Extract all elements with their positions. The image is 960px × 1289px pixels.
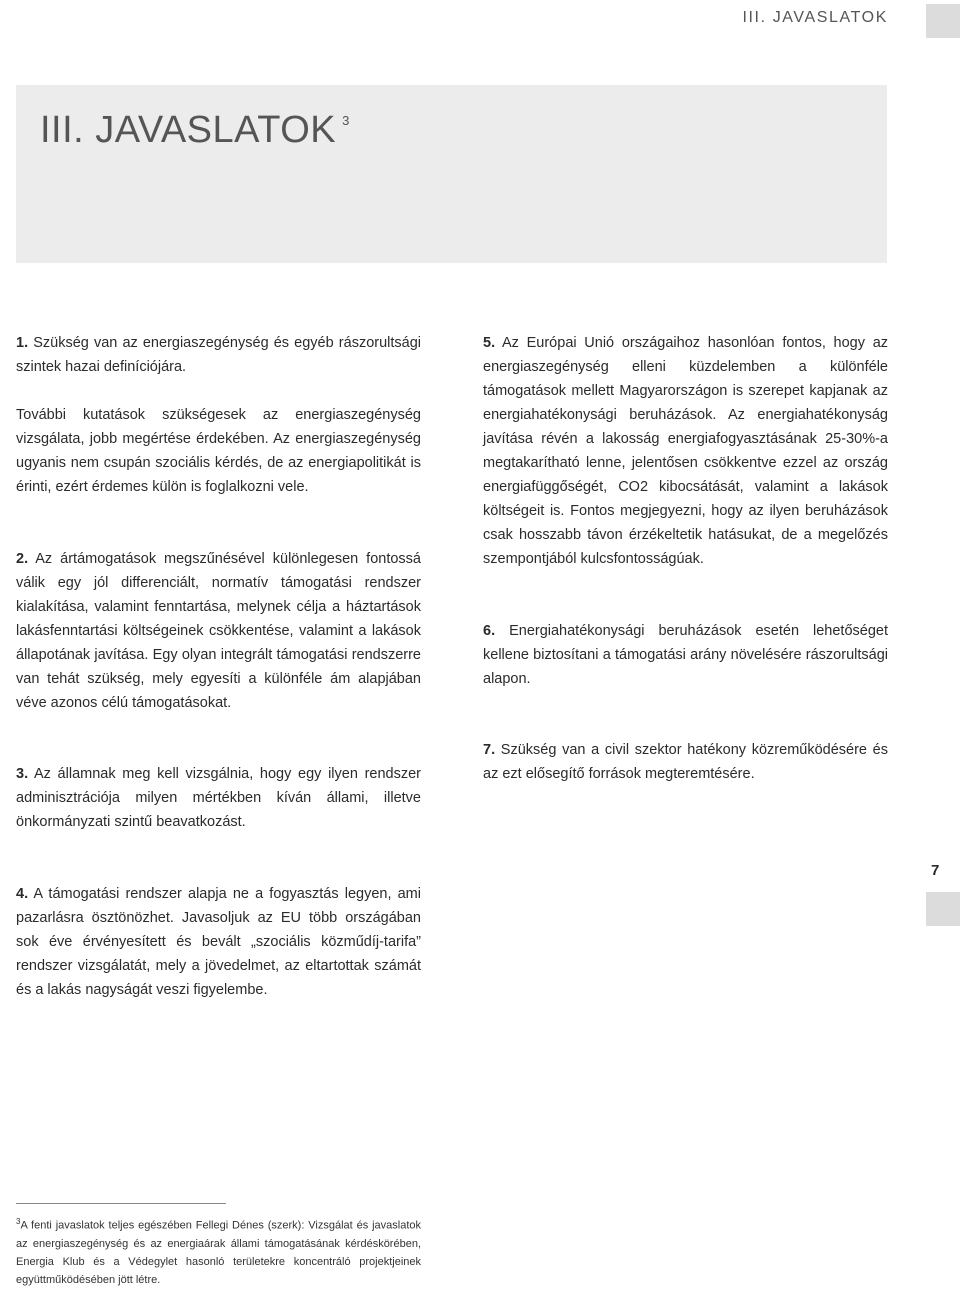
recommendation-text: További kutatások szükségesek az energiaszegénység vizsgálata, jobb megértése érdekében. Az energiaszegénység ugyanis nem csupán szociális kérdés, de az energiapolitikát is érinti, ezért érdemes külön is foglalkozni vele. bbox=[16, 407, 421, 495]
recommendation-7 bbox=[483, 738, 888, 786]
footnote-text: A fenti javaslatok teljes egészében Fellegi Dénes (szerk): Vizsgálat és javaslatok az energiaszegénység és az energiaárak állami támogatásának kérdéskörében, Energia Klub és a Védegylet hasonló területekre koncentráló projektjeinek együttműködésében jött létre. bbox=[16, 1219, 421, 1286]
recommendation-number: 2. bbox=[16, 551, 29, 567]
recommendation-number: 7. bbox=[483, 742, 496, 758]
footnote-marker: 3 bbox=[16, 1217, 21, 1226]
recommendation-6 bbox=[483, 619, 888, 691]
title-footnote-ref: 3 bbox=[342, 113, 350, 128]
recommendation-text: Az államnak meg kell vizsgálnia, hogy egy ilyen rendszer adminisztrációja milyen mértékben kíván állami, illetve önkormányzati szintű beavatkozást. bbox=[16, 766, 421, 830]
page-number: 7 bbox=[931, 862, 940, 879]
recommendation-number: 6. bbox=[483, 623, 496, 639]
recommendation-text: Szükség van a civil szektor hatékony közreműködésére és az ezt elősegítő források megteremtésére. bbox=[483, 742, 889, 782]
recommendation-text: Szükség van az energiaszegénység és egyéb rászorultsági szintek hazai definíciójára. bbox=[16, 335, 421, 375]
page-title-text: III. JAVASLATOK bbox=[40, 109, 337, 151]
running-header: III. JAVASLATOK bbox=[742, 9, 888, 26]
recommendation-2 bbox=[16, 547, 421, 715]
recommendation-text: Energiahatékonysági beruházások esetén lehetőséget kellene biztosítani a támogatási arány növelésére rászorultsági alapon. bbox=[483, 623, 888, 687]
recommendation-1-note bbox=[16, 403, 421, 499]
recommendation-number: 1. bbox=[16, 335, 29, 351]
recommendation-text: Az Európai Unió országaihoz hasonlóan fontos, hogy az energiaszegénység elleni küzdelemben a különféle támogatások mellett Magyarországon is szerepet kapjanak az energiahatékonysági beruházások. Az energiahatékonyság javítása révén a lakosság energiafogyasztásának 25-30%-a megtakarítható lenne, jelentősen csökkentve ezzel az ország energiafüggőségét, CO2 kibocsátását, valamint a lakások költségeit is. Fontos megjegyezni, hogy az ilyen beruházások csak hosszabb távon érzékeltetik hatásukat, de a megelőzés szempontjából kulcsfontosságúak. bbox=[483, 335, 889, 567]
recommendation-text: Az ártámogatások megszűnésével különlegesen fontossá válik egy jól differenciált, normatív támogatási rendszer kialakítása, valamint fenntartása, melynek célja a háztartások lakásfenntartási költségeinek csökkentése, valamint a lakások állapotának javítása. Egy olyan integrált támogatási rendszerre van tehát szükség, mely egyesíti a különféle ám alapjában véve azonos célú támogatásokat. bbox=[16, 551, 421, 711]
side-tab bbox=[926, 892, 960, 926]
footnote-divider bbox=[16, 1203, 226, 1204]
recommendation-4 bbox=[16, 882, 421, 1002]
recommendation-3 bbox=[16, 762, 421, 834]
recommendation-number: 5. bbox=[483, 335, 496, 351]
recommendation-1 bbox=[16, 331, 421, 379]
recommendation-text: A támogatási rendszer alapja ne a fogyasztás legyen, ami pazarlásra ösztönözhet. Javasoljuk az EU több országában sok éve érvényesített és bevált „szociális közműdíj-tarifa” rendszer vizsgálatát, mely a jövedelmet, az eltartottak számát és a lakás nagyságát veszi figyelembe. bbox=[16, 886, 421, 998]
footnote bbox=[16, 1213, 421, 1289]
recommendation-5 bbox=[483, 331, 888, 571]
page-title bbox=[40, 109, 350, 152]
recommendation-number: 4. bbox=[16, 886, 29, 902]
recommendation-number: 3. bbox=[16, 766, 29, 782]
corner-tab bbox=[926, 4, 960, 38]
